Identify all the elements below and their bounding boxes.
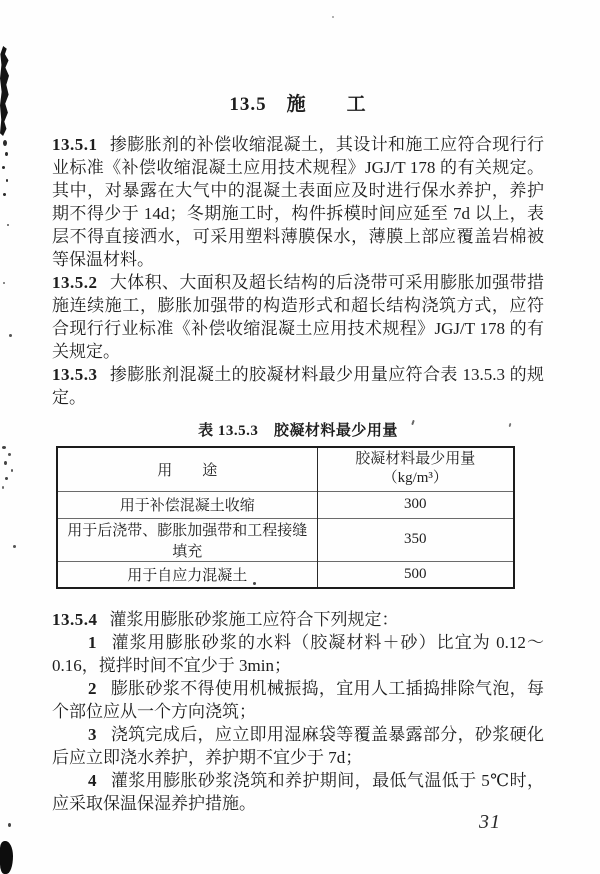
item-number: 3 [88,725,97,744]
scan-speck [4,461,7,465]
scan-speck [8,453,11,456]
value-cell: 350 [317,518,514,561]
clause-text: 灌浆用膨胀砂浆施工应符合下列规定： [109,610,399,629]
scan-speck [6,179,8,182]
col-header-use: 用 途 [157,462,218,479]
list-item-3 [52,723,544,769]
clause-text: 掺膨胀剂混凝土的胶凝材料最少用量应符合表 13.5.3 的规定。 [52,365,544,407]
scan-artifact-bottom-left-blob [0,841,13,874]
clause-13-5-3 [52,363,544,409]
item-text: 灌浆用膨胀砂浆浇筑和养护期间，最低气温低于 5℃时，应采取保温保湿养护措施。 [52,771,544,813]
section-title: 13.5 施 工 [229,94,367,115]
item-number: 1 [88,633,97,652]
item-text: 浇筑完成后，应立即用湿麻袋等覆盖暴露部分，砂浆硬化后应立即浇水养护，养护期不宜少于 7d； [52,725,544,767]
scan-speck [5,477,8,480]
item-text: 膨胀砂浆不得使用机械振捣，宜用人工插捣排除气泡，每个部位应从一个方向浇筑； [52,679,544,721]
scan-speck [3,282,5,284]
scan-speck [11,469,13,472]
table-row [57,518,514,561]
table-row [57,491,514,518]
clause-number: 13.5.1 [52,135,98,154]
scan-speck [8,823,11,827]
clause-number: 13.5.4 [52,610,98,629]
list-item-4 [52,769,544,815]
list-item-1 [52,631,544,677]
scan-speck [7,224,9,226]
item-number: 2 [88,679,97,698]
clause-number: 13.5.3 [52,365,98,384]
scan-speck [9,334,12,337]
scan-speck [5,152,8,156]
scan-speck [2,446,6,449]
item-text: 灌浆用膨胀砂浆的水料（胶凝材料＋砂）比宜为 0.12～0.16，搅拌时间不宜少于 3min； [52,633,544,675]
cementitious-material-minimum-table [56,446,515,589]
list-item-2 [52,677,544,723]
col-header-amount [317,447,514,491]
item-number: 4 [88,771,97,790]
clause-13-5-2 [52,271,544,363]
use-cell: 用于自应力混凝土 [57,561,317,588]
clause-text: 大体积、大面积及超长结构的后浇带可采用膨胀加强带措施连续施工，膨胀加强带的构造形式和超长结构浇筑方式，应符合现行行业标准《补偿收缩混凝土应用技术规程》JGJ/T 178 的有关规定。 [52,273,544,361]
scan-speck [2,166,5,169]
page-content [52,0,544,815]
scan-artifact-left-streak [0,46,9,136]
scan-speck [2,486,4,489]
scan-speck [3,193,6,196]
clause-13-5-1 [52,133,544,271]
col-header-amount-line1: 胶凝材料最少用量 [355,451,476,468]
page-number: 31 [479,811,501,833]
col-header-amount-unit: （kg/m³） [382,470,448,487]
table-header-row [57,447,514,491]
scan-speck [3,140,7,146]
use-cell: 用于后浇带、膨胀加强带和工程接缝填充 [57,518,317,561]
scan-speck [13,545,16,548]
value-cell: 500 [317,561,514,588]
table-row [57,561,514,588]
clause-number: 13.5.2 [52,273,98,292]
table-caption: 表 13.5.3 胶凝材料最少用量 [198,423,398,439]
clause-text: 掺膨胀剂的补偿收缩混凝土，其设计和施工应符合现行行业标准《补偿收缩混凝土应用技术规程》JGJ/T 178 的有关规定。其中，对暴露在大气中的混凝土表面应及时进行保水养护，养护期不得少于 14d；冬期施工时，构件拆模时间应延至 7d 以上，表层不得直接洒水，可采用塑料薄膜保水，薄膜上部应覆盖岩棉被等保温材料。 [52,135,544,269]
clause-13-5-4 [52,608,544,631]
use-cell: 用于补偿混凝土收缩 [57,491,317,518]
value-cell: 300 [317,491,514,518]
